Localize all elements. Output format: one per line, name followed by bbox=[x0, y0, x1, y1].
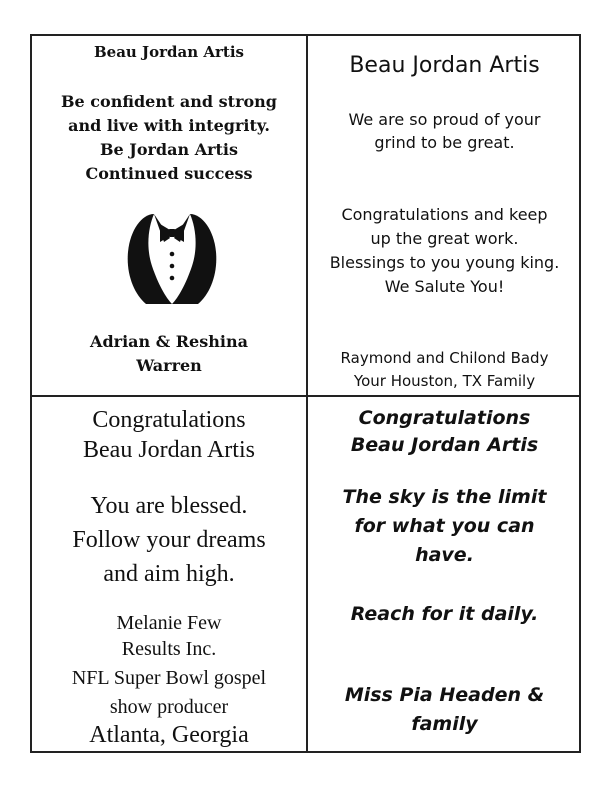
card-message: You are blessed. Follow your dreams and aim high. bbox=[72, 493, 266, 587]
message-line: Continued success bbox=[85, 164, 253, 183]
card-recipient-name: Congratulations Beau Jordan Artis bbox=[83, 407, 255, 463]
card-melanie-few bbox=[32, 397, 308, 751]
card-signature: Miss Pia Headen & family bbox=[344, 684, 545, 735]
card-adrian-reshina-warren bbox=[32, 36, 308, 397]
tuxedo-icon bbox=[124, 208, 220, 308]
card-message: We are so proud of your grind to be great. bbox=[348, 110, 541, 152]
card-message bbox=[32, 90, 306, 186]
card-recipient-name: Beau Jordan Artis bbox=[93, 43, 245, 61]
message-line: and live with integrity. bbox=[68, 116, 270, 135]
card-signature: Raymond and Chilond Bady Your Houston, TX Family bbox=[340, 349, 549, 390]
card-message: The sky is the limit for what you can have. bbox=[342, 486, 547, 566]
card-pia-headen bbox=[308, 397, 581, 751]
message-line: Be confident and strong bbox=[61, 92, 277, 111]
card-recipient-name: Beau Jordan Artis bbox=[349, 53, 540, 78]
card-message: Congratulations and keep up the great work. Blessings to you young king. We Salute You! bbox=[329, 205, 560, 296]
card-recipient-name: Congratulations Beau Jordan Artis bbox=[350, 407, 539, 456]
card-message: Reach for it daily. bbox=[350, 603, 539, 625]
card-signature: Results Inc. NFL Super Bowl gospel show producer bbox=[71, 638, 267, 718]
message-line: Be Jordan Artis bbox=[99, 140, 239, 159]
card-signature-city: Atlanta, Georgia bbox=[89, 722, 249, 748]
card-sheet bbox=[30, 34, 581, 753]
card-signature: Adrian & Reshina Warren bbox=[90, 332, 248, 375]
card-raymond-chilond-bady bbox=[308, 36, 581, 397]
card-signature-name: Melanie Few bbox=[116, 612, 222, 634]
